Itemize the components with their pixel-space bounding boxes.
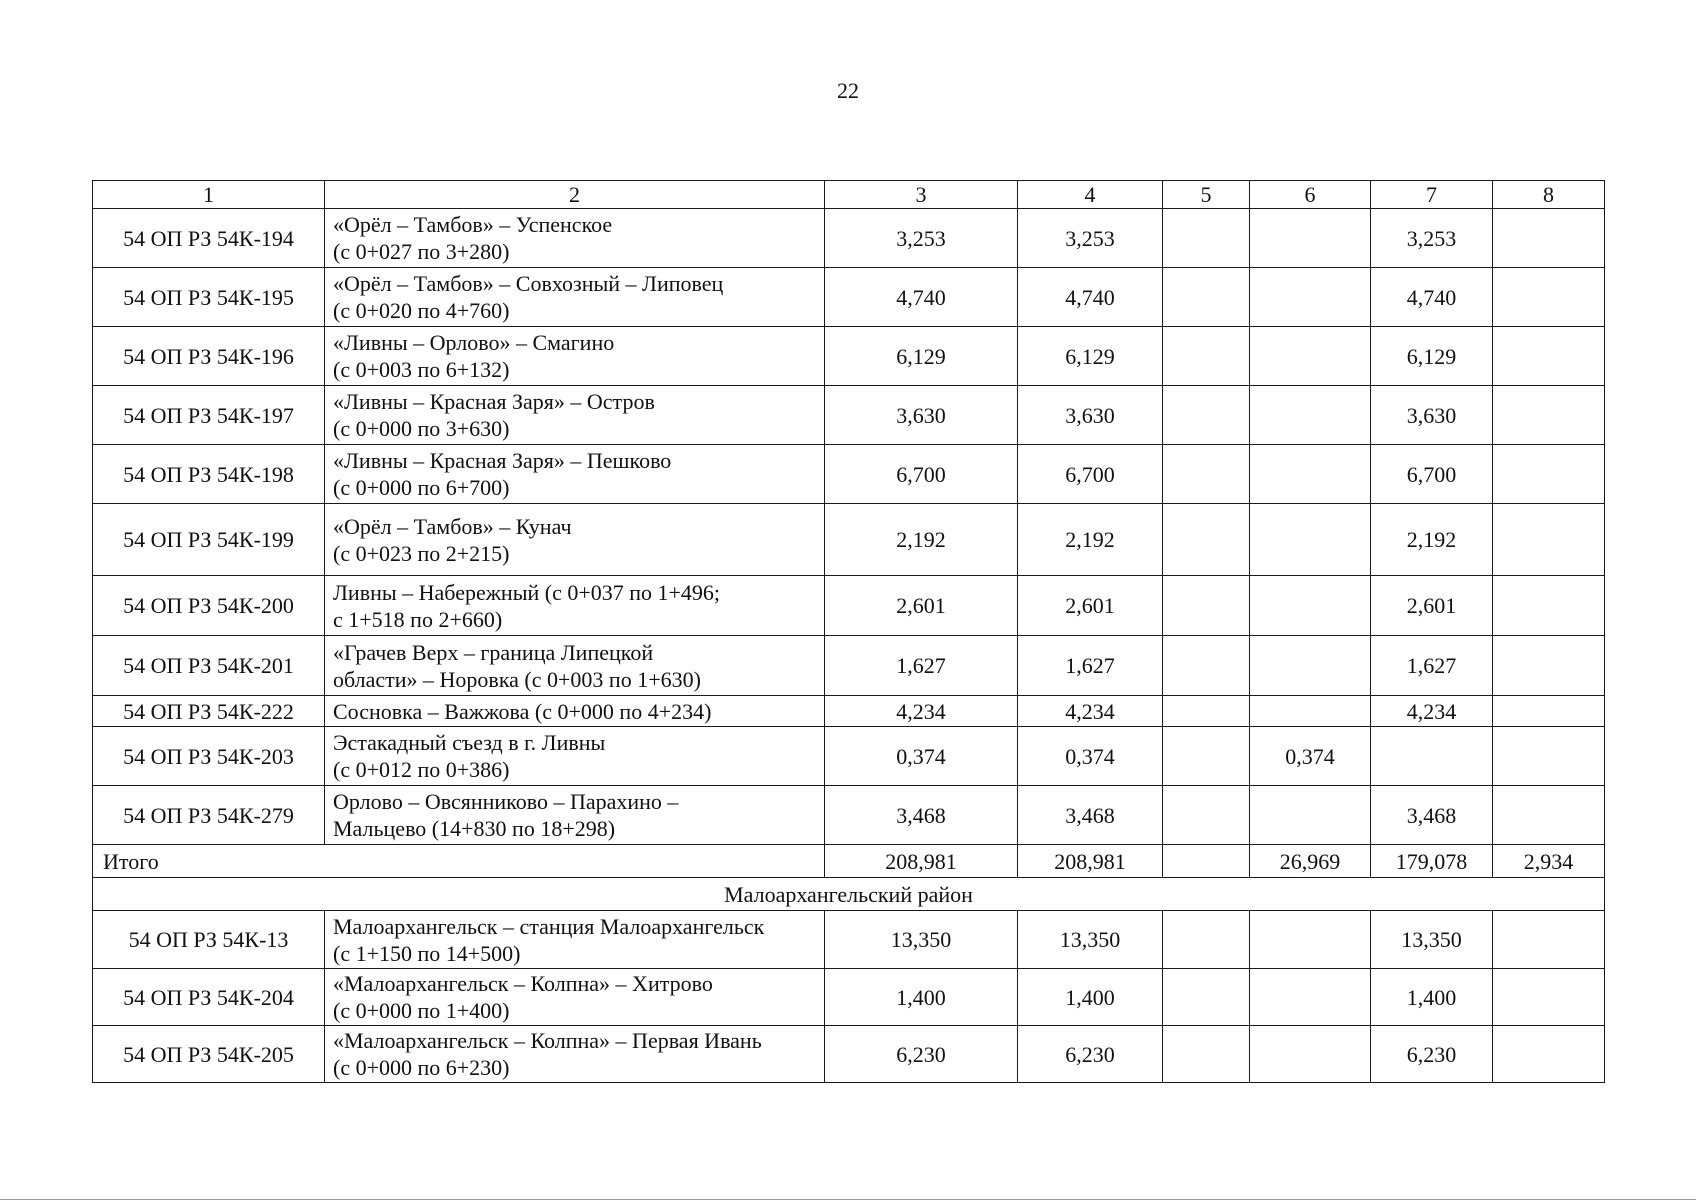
length-cell-c8 bbox=[1493, 911, 1605, 969]
road-name-cell bbox=[325, 504, 825, 576]
table-row bbox=[93, 504, 1605, 576]
total-label: Итого bbox=[93, 845, 825, 878]
length-cell-c5 bbox=[1163, 786, 1250, 845]
road-code-cell: 54 ОП РЗ 54К-204 bbox=[93, 969, 325, 1026]
road-name-line: «Орёл – Тамбов» – Кунач bbox=[333, 513, 572, 539]
road-code-cell: 54 ОП РЗ 54К-222 bbox=[93, 696, 325, 727]
length-cell-c6: 0,374 bbox=[1250, 727, 1371, 786]
table-row bbox=[93, 1026, 1605, 1083]
length-cell-c8 bbox=[1493, 576, 1605, 636]
road-name-line: Эстакадный съезд в г. Ливны bbox=[333, 730, 606, 755]
length-cell-c4: 6,129 bbox=[1018, 327, 1163, 386]
length-cell-c3: 4,740 bbox=[825, 268, 1018, 327]
table-row bbox=[93, 727, 1605, 786]
length-cell-c6 bbox=[1250, 911, 1371, 969]
table-row bbox=[93, 786, 1605, 845]
length-cell-c8 bbox=[1493, 696, 1605, 727]
road-name-line: «Орёл – Тамбов» – Совхозный – Липовец bbox=[333, 271, 724, 296]
length-cell-c4: 2,601 bbox=[1018, 576, 1163, 636]
length-cell-c6 bbox=[1250, 445, 1371, 504]
column-header: 2 bbox=[325, 181, 825, 209]
road-range-line: (с 0+003 по 6+132) bbox=[333, 357, 510, 382]
road-name-line: «Грачев Верх – граница Липецкой bbox=[333, 639, 654, 665]
length-cell-c4: 2,192 bbox=[1018, 504, 1163, 576]
length-cell-c5 bbox=[1163, 209, 1250, 268]
length-cell-c6 bbox=[1250, 504, 1371, 576]
road-code-cell: 54 ОП РЗ 54К-197 bbox=[93, 386, 325, 445]
road-name-line: «Ливны – Красная Заря» – Пешково bbox=[333, 448, 672, 473]
total-cell-c8: 2,934 bbox=[1493, 845, 1605, 878]
length-cell-c6 bbox=[1250, 386, 1371, 445]
column-header: 1 bbox=[93, 181, 325, 209]
road-range-line: (с 0+012 по 0+386) bbox=[333, 757, 510, 782]
road-name-cell bbox=[325, 445, 825, 504]
road-code-cell: 54 ОП РЗ 54К-203 bbox=[93, 727, 325, 786]
column-header: 8 bbox=[1493, 181, 1605, 209]
table-row bbox=[93, 268, 1605, 327]
road-code-cell: 54 ОП РЗ 54К-205 bbox=[93, 1026, 325, 1083]
length-cell-c3: 13,350 bbox=[825, 911, 1018, 969]
road-range-line: (с 0+000 по 6+700) bbox=[333, 475, 510, 500]
length-cell-c7: 3,630 bbox=[1371, 386, 1493, 445]
length-cell-c8 bbox=[1493, 1026, 1605, 1083]
length-cell-c3: 6,129 bbox=[825, 327, 1018, 386]
table-row bbox=[93, 576, 1605, 636]
length-cell-c6 bbox=[1250, 696, 1371, 727]
length-cell-c5 bbox=[1163, 576, 1250, 636]
length-cell-c6 bbox=[1250, 576, 1371, 636]
length-cell-c6 bbox=[1250, 1026, 1371, 1083]
road-name-line: «Малоархангельск – Колпна» – Хитрово bbox=[333, 971, 713, 996]
column-header: 6 bbox=[1250, 181, 1371, 209]
length-cell-c3: 6,700 bbox=[825, 445, 1018, 504]
total-cell-c4: 208,981 bbox=[1018, 845, 1163, 878]
road-name-cell bbox=[325, 969, 825, 1026]
length-cell-c7: 1,400 bbox=[1371, 969, 1493, 1026]
length-cell-c7: 6,700 bbox=[1371, 445, 1493, 504]
length-cell-c7: 13,350 bbox=[1371, 911, 1493, 969]
table-row bbox=[93, 636, 1605, 696]
length-cell-c4: 6,230 bbox=[1018, 1026, 1163, 1083]
total-cell-c3: 208,981 bbox=[825, 845, 1018, 878]
length-cell-c8 bbox=[1493, 504, 1605, 576]
length-cell-c3: 2,192 bbox=[825, 504, 1018, 576]
length-cell-c8 bbox=[1493, 727, 1605, 786]
length-cell-c4: 3,253 bbox=[1018, 209, 1163, 268]
length-cell-c3: 3,630 bbox=[825, 386, 1018, 445]
total-cell-c6: 26,969 bbox=[1250, 845, 1371, 878]
road-name-line: Ливны – Набережный (с 0+037 по 1+496; bbox=[333, 579, 721, 605]
column-header: 3 bbox=[825, 181, 1018, 209]
district-heading-row bbox=[93, 878, 1605, 911]
road-range-line: (с 0+000 по 1+400) bbox=[333, 998, 510, 1023]
road-range-line: (с 0+020 по 4+760) bbox=[333, 298, 510, 323]
road-name-cell bbox=[325, 1026, 825, 1083]
length-cell-c5 bbox=[1163, 969, 1250, 1026]
road-name-cell bbox=[325, 911, 825, 969]
length-cell-c3: 3,253 bbox=[825, 209, 1018, 268]
road-range-line: (с 0+000 по 3+630) bbox=[333, 416, 510, 441]
road-name-cell bbox=[325, 727, 825, 786]
road-name-line: Сосновка – Важжова (с 0+000 по 4+234) bbox=[333, 698, 712, 724]
length-cell-c3: 1,400 bbox=[825, 969, 1018, 1026]
road-name-cell bbox=[325, 209, 825, 268]
road-range-line: Мальцево (14+830 по 18+298) bbox=[333, 816, 616, 841]
road-code-cell: 54 ОП РЗ 54К-198 bbox=[93, 445, 325, 504]
length-cell-c5 bbox=[1163, 386, 1250, 445]
length-cell-c3: 1,627 bbox=[825, 636, 1018, 696]
road-code-cell: 54 ОП РЗ 54К-279 bbox=[93, 786, 325, 845]
length-cell-c7: 2,192 bbox=[1371, 504, 1493, 576]
length-cell-c8 bbox=[1493, 327, 1605, 386]
road-range-line: (с 1+150 по 14+500) bbox=[333, 940, 521, 966]
table-row bbox=[93, 209, 1605, 268]
length-cell-c5 bbox=[1163, 268, 1250, 327]
length-cell-c8 bbox=[1493, 786, 1605, 845]
column-header: 5 bbox=[1163, 181, 1250, 209]
length-cell-c4: 1,400 bbox=[1018, 969, 1163, 1026]
length-cell-c5 bbox=[1163, 696, 1250, 727]
length-cell-c5 bbox=[1163, 1026, 1250, 1083]
length-cell-c6 bbox=[1250, 327, 1371, 386]
length-cell-c7: 2,601 bbox=[1371, 576, 1493, 636]
length-cell-c7: 3,253 bbox=[1371, 209, 1493, 268]
length-cell-c3: 2,601 bbox=[825, 576, 1018, 636]
length-cell-c8 bbox=[1493, 445, 1605, 504]
table-row bbox=[93, 327, 1605, 386]
road-code-cell: 54 ОП РЗ 54К-196 bbox=[93, 327, 325, 386]
length-cell-c4: 3,468 bbox=[1018, 786, 1163, 845]
road-table bbox=[92, 180, 1605, 1083]
length-cell-c7: 6,230 bbox=[1371, 1026, 1493, 1083]
road-name-line: «Малоархангельск – Колпна» – Первая Ивань bbox=[333, 1028, 762, 1053]
table-body bbox=[93, 181, 1605, 1083]
table-row bbox=[93, 386, 1605, 445]
length-cell-c4: 6,700 bbox=[1018, 445, 1163, 504]
length-cell-c6 bbox=[1250, 209, 1371, 268]
length-cell-c6 bbox=[1250, 969, 1371, 1026]
length-cell-c4: 4,740 bbox=[1018, 268, 1163, 327]
length-cell-c4: 4,234 bbox=[1018, 696, 1163, 727]
total-cell-c7: 179,078 bbox=[1371, 845, 1493, 878]
length-cell-c3: 6,230 bbox=[825, 1026, 1018, 1083]
length-cell-c4: 0,374 bbox=[1018, 727, 1163, 786]
road-range-line: (с 0+023 по 2+215) bbox=[333, 540, 510, 566]
road-name-cell bbox=[325, 786, 825, 845]
road-range-line: (с 0+027 по 3+280) bbox=[333, 239, 510, 264]
road-name-line: «Ливны – Орлово» – Смагино bbox=[333, 330, 615, 355]
length-cell-c5 bbox=[1163, 327, 1250, 386]
length-cell-c5 bbox=[1163, 911, 1250, 969]
length-cell-c8 bbox=[1493, 969, 1605, 1026]
total-row bbox=[93, 845, 1605, 878]
length-cell-c3: 3,468 bbox=[825, 786, 1018, 845]
column-header: 4 bbox=[1018, 181, 1163, 209]
length-cell-c6 bbox=[1250, 268, 1371, 327]
length-cell-c7: 4,234 bbox=[1371, 696, 1493, 727]
road-name-line: Малоархангельск – станция Малоархангельск bbox=[333, 913, 765, 939]
length-cell-c4: 1,627 bbox=[1018, 636, 1163, 696]
road-code-cell: 54 ОП РЗ 54К-200 bbox=[93, 576, 325, 636]
length-cell-c7 bbox=[1371, 727, 1493, 786]
road-name-cell bbox=[325, 576, 825, 636]
length-cell-c8 bbox=[1493, 209, 1605, 268]
length-cell-c6 bbox=[1250, 636, 1371, 696]
length-cell-c8 bbox=[1493, 636, 1605, 696]
length-cell-c5 bbox=[1163, 636, 1250, 696]
road-code-cell: 54 ОП РЗ 54К-201 bbox=[93, 636, 325, 696]
length-cell-c5 bbox=[1163, 445, 1250, 504]
page-number: 22 bbox=[837, 78, 859, 103]
column-header-row bbox=[93, 181, 1605, 209]
road-name-line: «Орёл – Тамбов» – Успенское bbox=[333, 212, 613, 237]
column-header: 7 bbox=[1371, 181, 1493, 209]
road-name-cell bbox=[325, 386, 825, 445]
length-cell-c8 bbox=[1493, 386, 1605, 445]
table-row bbox=[93, 969, 1605, 1026]
length-cell-c7: 1,627 bbox=[1371, 636, 1493, 696]
table-row bbox=[93, 445, 1605, 504]
road-code-cell: 54 ОП РЗ 54К-195 bbox=[93, 268, 325, 327]
road-name-cell bbox=[325, 636, 825, 696]
length-cell-c4: 13,350 bbox=[1018, 911, 1163, 969]
road-code-cell: 54 ОП РЗ 54К-199 bbox=[93, 504, 325, 576]
length-cell-c5 bbox=[1163, 727, 1250, 786]
total-cell-c5 bbox=[1163, 845, 1250, 878]
table-row bbox=[93, 696, 1605, 727]
length-cell-c4: 3,630 bbox=[1018, 386, 1163, 445]
road-range-line: (с 0+000 по 6+230) bbox=[333, 1055, 510, 1080]
road-name-line: Орлово – Овсянниково – Парахино – bbox=[333, 789, 679, 814]
road-name-cell bbox=[325, 268, 825, 327]
length-cell-c7: 6,129 bbox=[1371, 327, 1493, 386]
length-cell-c3: 0,374 bbox=[825, 727, 1018, 786]
road-range-line: области» – Норовка (с 0+003 по 1+630) bbox=[333, 666, 701, 692]
district-heading: Малоархангельский район bbox=[93, 878, 1605, 911]
length-cell-c6 bbox=[1250, 786, 1371, 845]
length-cell-c8 bbox=[1493, 268, 1605, 327]
road-code-cell: 54 ОП РЗ 54К-13 bbox=[93, 911, 325, 969]
road-name-line: «Ливны – Красная Заря» – Остров bbox=[333, 389, 655, 414]
table-row bbox=[93, 911, 1605, 969]
road-name-cell bbox=[325, 696, 825, 727]
length-cell-c7: 4,740 bbox=[1371, 268, 1493, 327]
road-code-cell: 54 ОП РЗ 54К-194 bbox=[93, 209, 325, 268]
road-range-line: с 1+518 по 2+660) bbox=[333, 606, 503, 632]
length-cell-c7: 3,468 bbox=[1371, 786, 1493, 845]
length-cell-c5 bbox=[1163, 504, 1250, 576]
length-cell-c3: 4,234 bbox=[825, 696, 1018, 727]
road-name-cell bbox=[325, 327, 825, 386]
